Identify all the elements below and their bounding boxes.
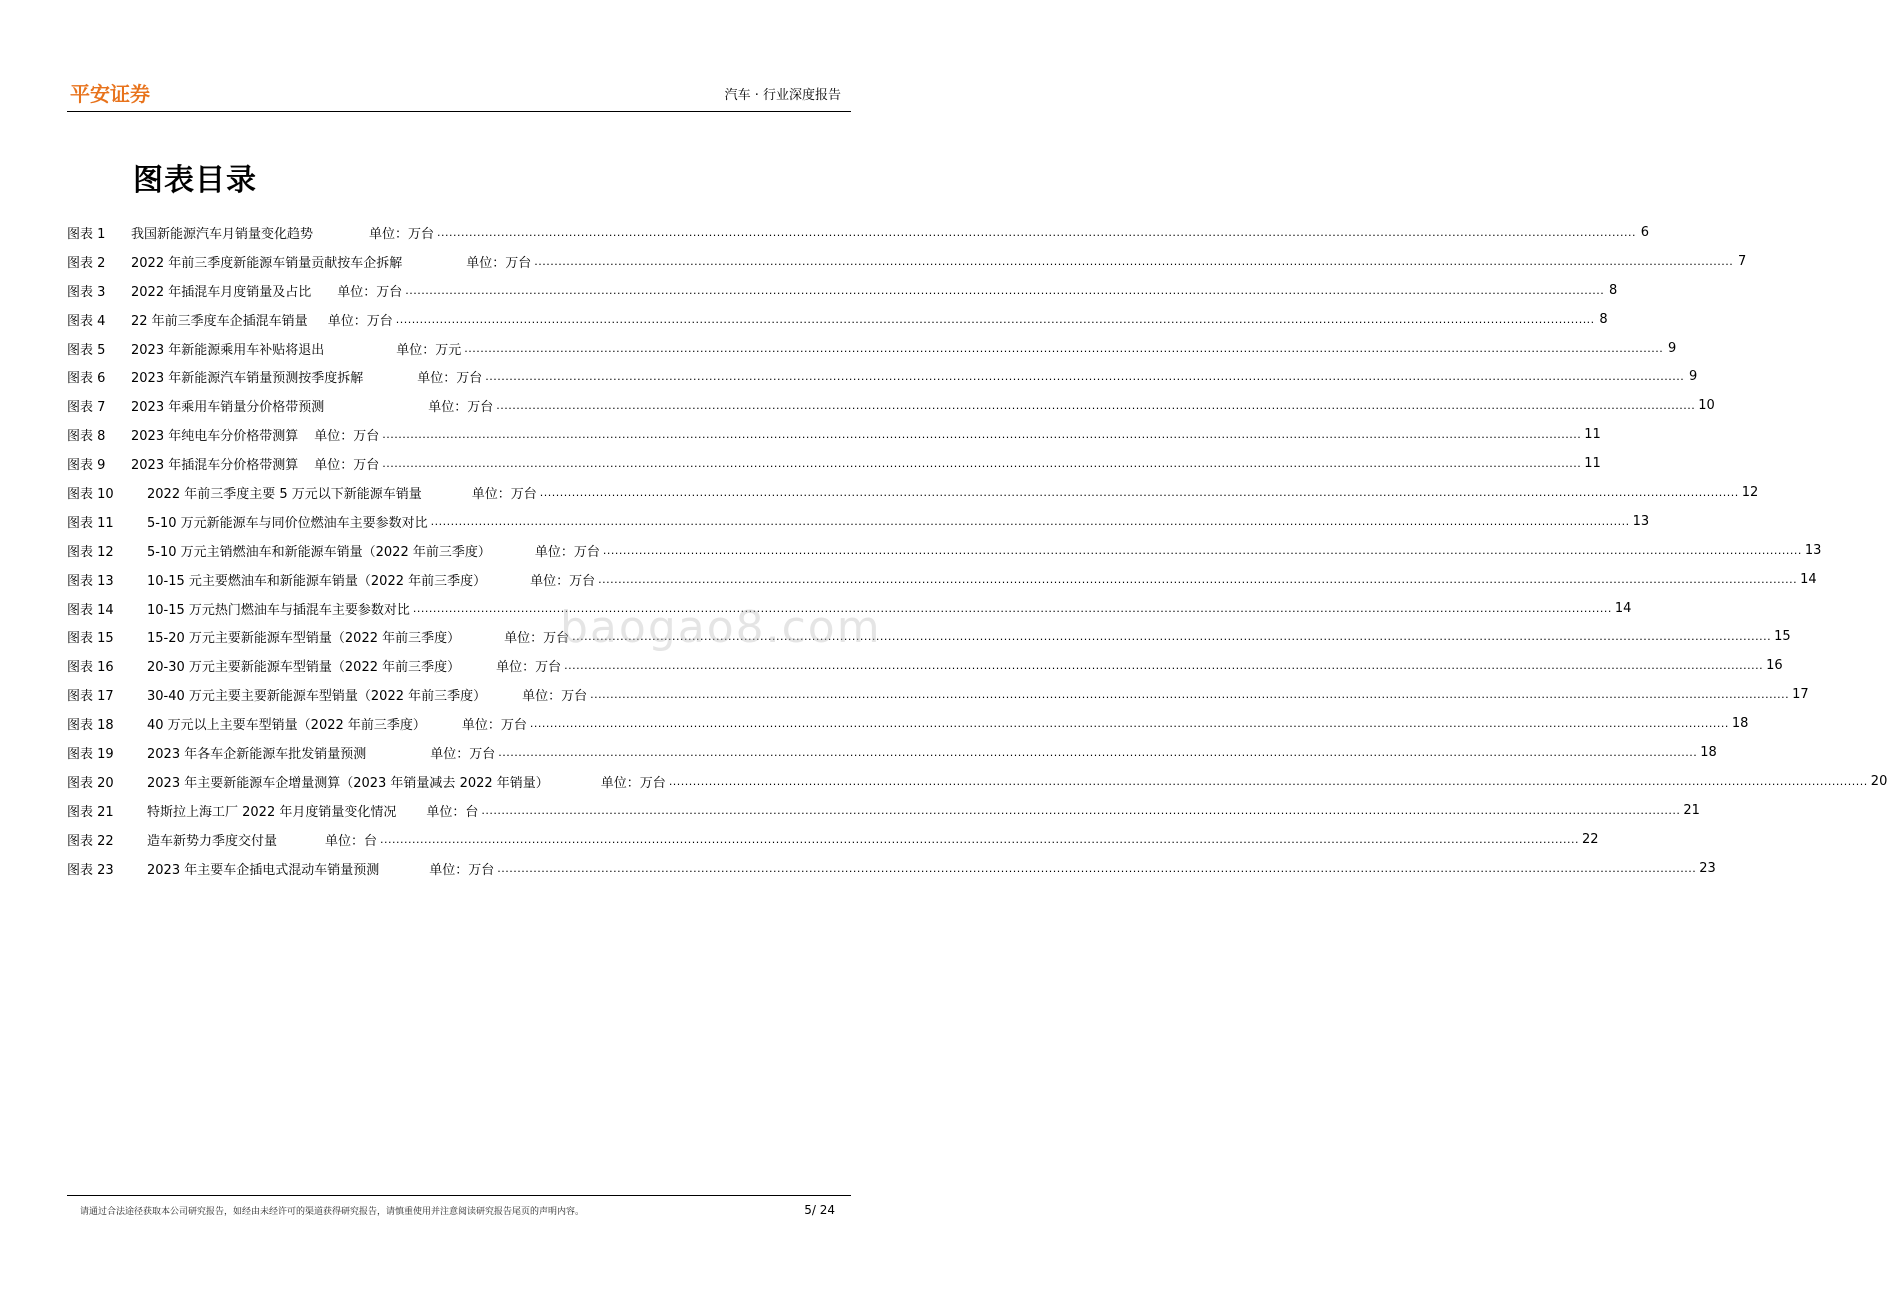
toc-entry-label: 图表 17: [67, 689, 114, 705]
toc-entry-label: 图表 16: [67, 660, 114, 676]
toc-entry-label: 图表 22: [67, 833, 114, 849]
toc-entry-unit: 单位：万台: [496, 660, 562, 676]
watermark: baogao8.com: [560, 602, 882, 653]
page-title: 图表目录: [133, 163, 257, 198]
toc-entry-label: 图表 14: [67, 602, 114, 618]
toc-leader-dots: ............................................................................................................................................................................................................................................................................................................: [497, 861, 1697, 875]
toc-entry[interactable]: [67, 276, 1618, 305]
toc-entry-page: 13: [1804, 542, 1822, 558]
toc-entry-label: 图表 20: [67, 775, 114, 791]
toc-entry-unit: 单位：万台: [534, 544, 600, 560]
toc-entry-page: 9: [1688, 369, 1698, 385]
figure-table-of-contents: [67, 218, 1887, 882]
toc-entry-title: 30-40 万元主要主要新能源车型销量（2022 年前三季度）: [147, 689, 487, 705]
toc-entry[interactable]: [67, 709, 1749, 738]
toc-entry[interactable]: [67, 391, 1715, 420]
toc-entry-title: 5-10 万元新能源车与同价位燃油车主要参数对比: [147, 515, 428, 531]
toc-entry-label: 图表 7: [67, 400, 106, 416]
toc-entry-unit: 单位：万台: [466, 255, 532, 271]
toc-leader-dots: ............................................................................................................................................................................................................................................................................................................: [539, 485, 1739, 499]
toc-entry[interactable]: [67, 362, 1698, 391]
toc-entry-title: 2023 年主要新能源车企增量测算（2023 年销量减去 2022 年销量）: [147, 775, 549, 791]
toc-entry[interactable]: [67, 420, 1601, 449]
footer-divider: [67, 1195, 851, 1196]
toc-entry-unit: 单位：台: [426, 804, 479, 820]
toc-entry-page: 7: [1737, 253, 1747, 269]
toc-entry-unit: 单位：万台: [471, 486, 537, 502]
toc-entry-unit: 单位：万台: [530, 573, 596, 589]
toc-entry-page: 11: [1584, 427, 1601, 443]
toc-entry-page: 12: [1741, 484, 1759, 500]
toc-entry-title: 2022 年前三季度新能源车销量贡献按车企拆解: [131, 255, 403, 271]
toc-entry-page: 18: [1731, 716, 1749, 732]
toc-entry[interactable]: [67, 796, 1700, 825]
toc-entry-page: 11: [1584, 456, 1601, 472]
toc-entry[interactable]: [67, 680, 1809, 709]
toc-entry-title: 10-15 万元热门燃油车与插混车主要参数对比: [147, 602, 410, 618]
toc-entry-title: 2023 年乘用车销量分价格带预测: [131, 400, 325, 416]
report-type-label: 汽车 · 行业深度报告: [724, 88, 841, 103]
toc-entry-page: 9: [1667, 340, 1677, 356]
toc-entry-title: 2022 年前三季度主要 5 万元以下新能源车销量: [147, 486, 422, 502]
toc-entry-page: 8: [1599, 311, 1608, 327]
toc-entry[interactable]: [67, 305, 1608, 334]
toc-entry-title: 特斯拉上海工厂 2022 年月度销量变化情况: [147, 804, 397, 820]
toc-entry[interactable]: [67, 478, 1759, 507]
toc-leader-dots: ............................................................................................................................................................................................................................................................................................................: [395, 312, 1595, 326]
toc-entry-unit: 单位：万台: [369, 226, 435, 242]
toc-leader-dots: ............................................................................................................................................................................................................................................................................................................: [529, 717, 1729, 731]
toc-leader-dots: ............................................................................................................................................................................................................................................................................................................: [534, 254, 1734, 268]
toc-leader-dots: ............................................................................................................................................................................................................................................................................................................: [590, 688, 1790, 702]
toc-entry-page: 15: [1774, 629, 1791, 645]
toc-entry[interactable]: [67, 854, 1716, 883]
toc-entry[interactable]: [67, 507, 1650, 536]
toc-entry[interactable]: [67, 825, 1599, 854]
toc-entry-title: 造车新势力季度交付量: [147, 833, 278, 849]
toc-entry-title: 20-30 万元主要新能源车型销量（2022 年前三季度）: [147, 660, 461, 676]
toc-entry-page: 17: [1792, 687, 1809, 703]
company-logo: 平安证券: [70, 82, 150, 106]
toc-leader-dots: ............................................................................................................................................................................................................................................................................................................: [668, 774, 1868, 788]
toc-entry-title: 5-10 万元主销燃油车和新能源车销量（2022 年前三季度）: [147, 544, 491, 560]
toc-entry-title: 2023 年纯电车分价格带测算: [131, 429, 299, 445]
toc-entry[interactable]: [67, 565, 1817, 594]
toc-entry-label: 图表 6: [67, 371, 106, 387]
toc-entry-unit: 单位：万台: [429, 862, 495, 878]
toc-entry[interactable]: [67, 449, 1601, 478]
toc-entry-label: 图表 21: [67, 804, 114, 820]
toc-entry-label: 图表 23: [67, 862, 114, 878]
toc-entry-label: 图表 5: [67, 342, 106, 358]
toc-leader-dots: ............................................................................................................................................................................................................................................................................................................: [602, 543, 1802, 557]
toc-leader-dots: ............................................................................................................................................................................................................................................................................................................: [430, 514, 1630, 528]
toc-entry-label: 图表 8: [67, 429, 106, 445]
toc-entry-title: 2022 年插混车月度销量及占比: [131, 284, 312, 300]
toc-entry-label: 图表 13: [67, 573, 114, 589]
toc-entry-title: 10-15 元主要燃油车和新能源车销量（2022 年前三季度）: [147, 573, 487, 589]
toc-entry-title: 2023 年新能源汽车销量预测按季度拆解: [131, 371, 364, 387]
toc-entry-label: 图表 19: [67, 746, 114, 762]
toc-entry-label: 图表 10: [67, 486, 114, 502]
toc-entry-unit: 单位：万台: [428, 400, 494, 416]
toc-leader-dots: ............................................................................................................................................................................................................................................................................................................: [481, 803, 1681, 817]
toc-entry-unit: 单位：万台: [337, 284, 403, 300]
toc-entry[interactable]: [67, 536, 1822, 565]
toc-entry[interactable]: [67, 218, 1650, 247]
toc-leader-dots: ............................................................................................................................................................................................................................................................................................................: [572, 630, 1772, 644]
toc-leader-dots: ............................................................................................................................................................................................................................................................................................................: [498, 745, 1698, 759]
toc-entry-label: 图表 12: [67, 544, 114, 560]
toc-entry-page: 6: [1640, 224, 1650, 240]
toc-entry-page: 20: [1870, 773, 1887, 789]
toc-leader-dots: ............................................................................................................................................................................................................................................................................................................: [464, 341, 1664, 355]
toc-entry-unit: 单位：万台: [600, 775, 666, 791]
toc-entry-title: 15-20 万元主要新能源车型销量（2022 年前三季度）: [147, 631, 461, 647]
toc-entry-title: 2023 年新能源乘用车补贴将退出: [131, 342, 325, 358]
toc-entry-page: 16: [1766, 658, 1783, 674]
toc-entry-title: 2023 年主要车企插电式混动车销量预测: [147, 862, 380, 878]
toc-entry-page: 8: [1608, 282, 1618, 298]
toc-entry-label: 图表 4: [67, 313, 106, 329]
toc-entry-title: 2023 年插混车分价格带测算: [131, 458, 299, 474]
toc-leader-dots: ............................................................................................................................................................................................................................................................................................................: [382, 457, 1582, 471]
toc-leader-dots: ............................................................................................................................................................................................................................................................................................................: [496, 399, 1696, 413]
toc-entry-unit: 单位：万台: [314, 458, 380, 474]
footer-disclaimer: 请通过合法途径获取本公司研究报告，如经由未经许可的渠道获得研究报告，请慎重使用并注意阅读研究报告尾页的声明内容。: [80, 1207, 585, 1217]
toc-entry-label: 图表 18: [67, 718, 114, 734]
toc-entry-page: 22: [1582, 831, 1599, 847]
toc-entry-page: 23: [1699, 860, 1716, 876]
toc-entry-page: 14: [1800, 571, 1817, 587]
page-number: 5/ 24: [804, 1203, 835, 1217]
toc-entry-label: 图表 3: [67, 284, 106, 300]
toc-entry-unit: 单位：万台: [504, 631, 570, 647]
toc-leader-dots: ............................................................................................................................................................................................................................................................................................................: [485, 370, 1685, 384]
toc-entry-page: 18: [1700, 744, 1717, 760]
toc-entry-unit: 单位：台: [325, 833, 378, 849]
toc-entry-label: 图表 15: [67, 631, 114, 647]
toc-entry-unit: 单位：万台: [417, 371, 483, 387]
toc-entry-page: 10: [1698, 398, 1715, 414]
toc-entry-unit: 单位：万台: [327, 313, 393, 329]
toc-entry-unit: 单位：万台: [461, 718, 527, 734]
toc-entry-label: 图表 9: [67, 458, 106, 474]
toc-leader-dots: ............................................................................................................................................................................................................................................................................................................: [380, 832, 1580, 846]
toc-leader-dots: ............................................................................................................................................................................................................................................................................................................: [437, 225, 1637, 239]
toc-leader-dots: ............................................................................................................................................................................................................................................................................................................: [412, 601, 1612, 615]
toc-entry-unit: 单位：万元: [396, 342, 462, 358]
toc-entry-label: 图表 2: [67, 255, 106, 271]
header-divider: [67, 111, 851, 112]
toc-leader-dots: ............................................................................................................................................................................................................................................................................................................: [564, 659, 1764, 673]
toc-entry-label: 图表 11: [67, 515, 114, 531]
toc-entry[interactable]: [67, 738, 1717, 767]
toc-entry-unit: 单位：万台: [430, 746, 496, 762]
toc-entry[interactable]: [67, 334, 1677, 363]
toc-leader-dots: ............................................................................................................................................................................................................................................................................................................: [382, 428, 1582, 442]
toc-leader-dots: ............................................................................................................................................................................................................................................................................................................: [598, 572, 1798, 586]
toc-entry[interactable]: [67, 767, 1887, 796]
toc-leader-dots: ............................................................................................................................................................................................................................................................................................................: [405, 283, 1605, 297]
toc-entry-label: 图表 1: [67, 226, 106, 242]
toc-entry-title: 40 万元以上主要车型销量（2022 年前三季度）: [147, 718, 426, 734]
toc-entry-page: 13: [1632, 513, 1650, 529]
toc-entry-title: 我国新能源汽车月销量变化趋势: [131, 226, 314, 242]
toc-entry-title: 22 年前三季度车企插混车销量: [131, 313, 308, 329]
toc-entry-unit: 单位：万台: [522, 689, 588, 705]
toc-entry[interactable]: [67, 247, 1747, 276]
toc-entry[interactable]: [67, 651, 1783, 680]
toc-entry-title: 2023 年各车企新能源车批发销量预测: [147, 746, 367, 762]
toc-entry-page: 14: [1614, 600, 1632, 616]
toc-entry-unit: 单位：万台: [314, 429, 380, 445]
toc-entry-page: 21: [1683, 802, 1700, 818]
